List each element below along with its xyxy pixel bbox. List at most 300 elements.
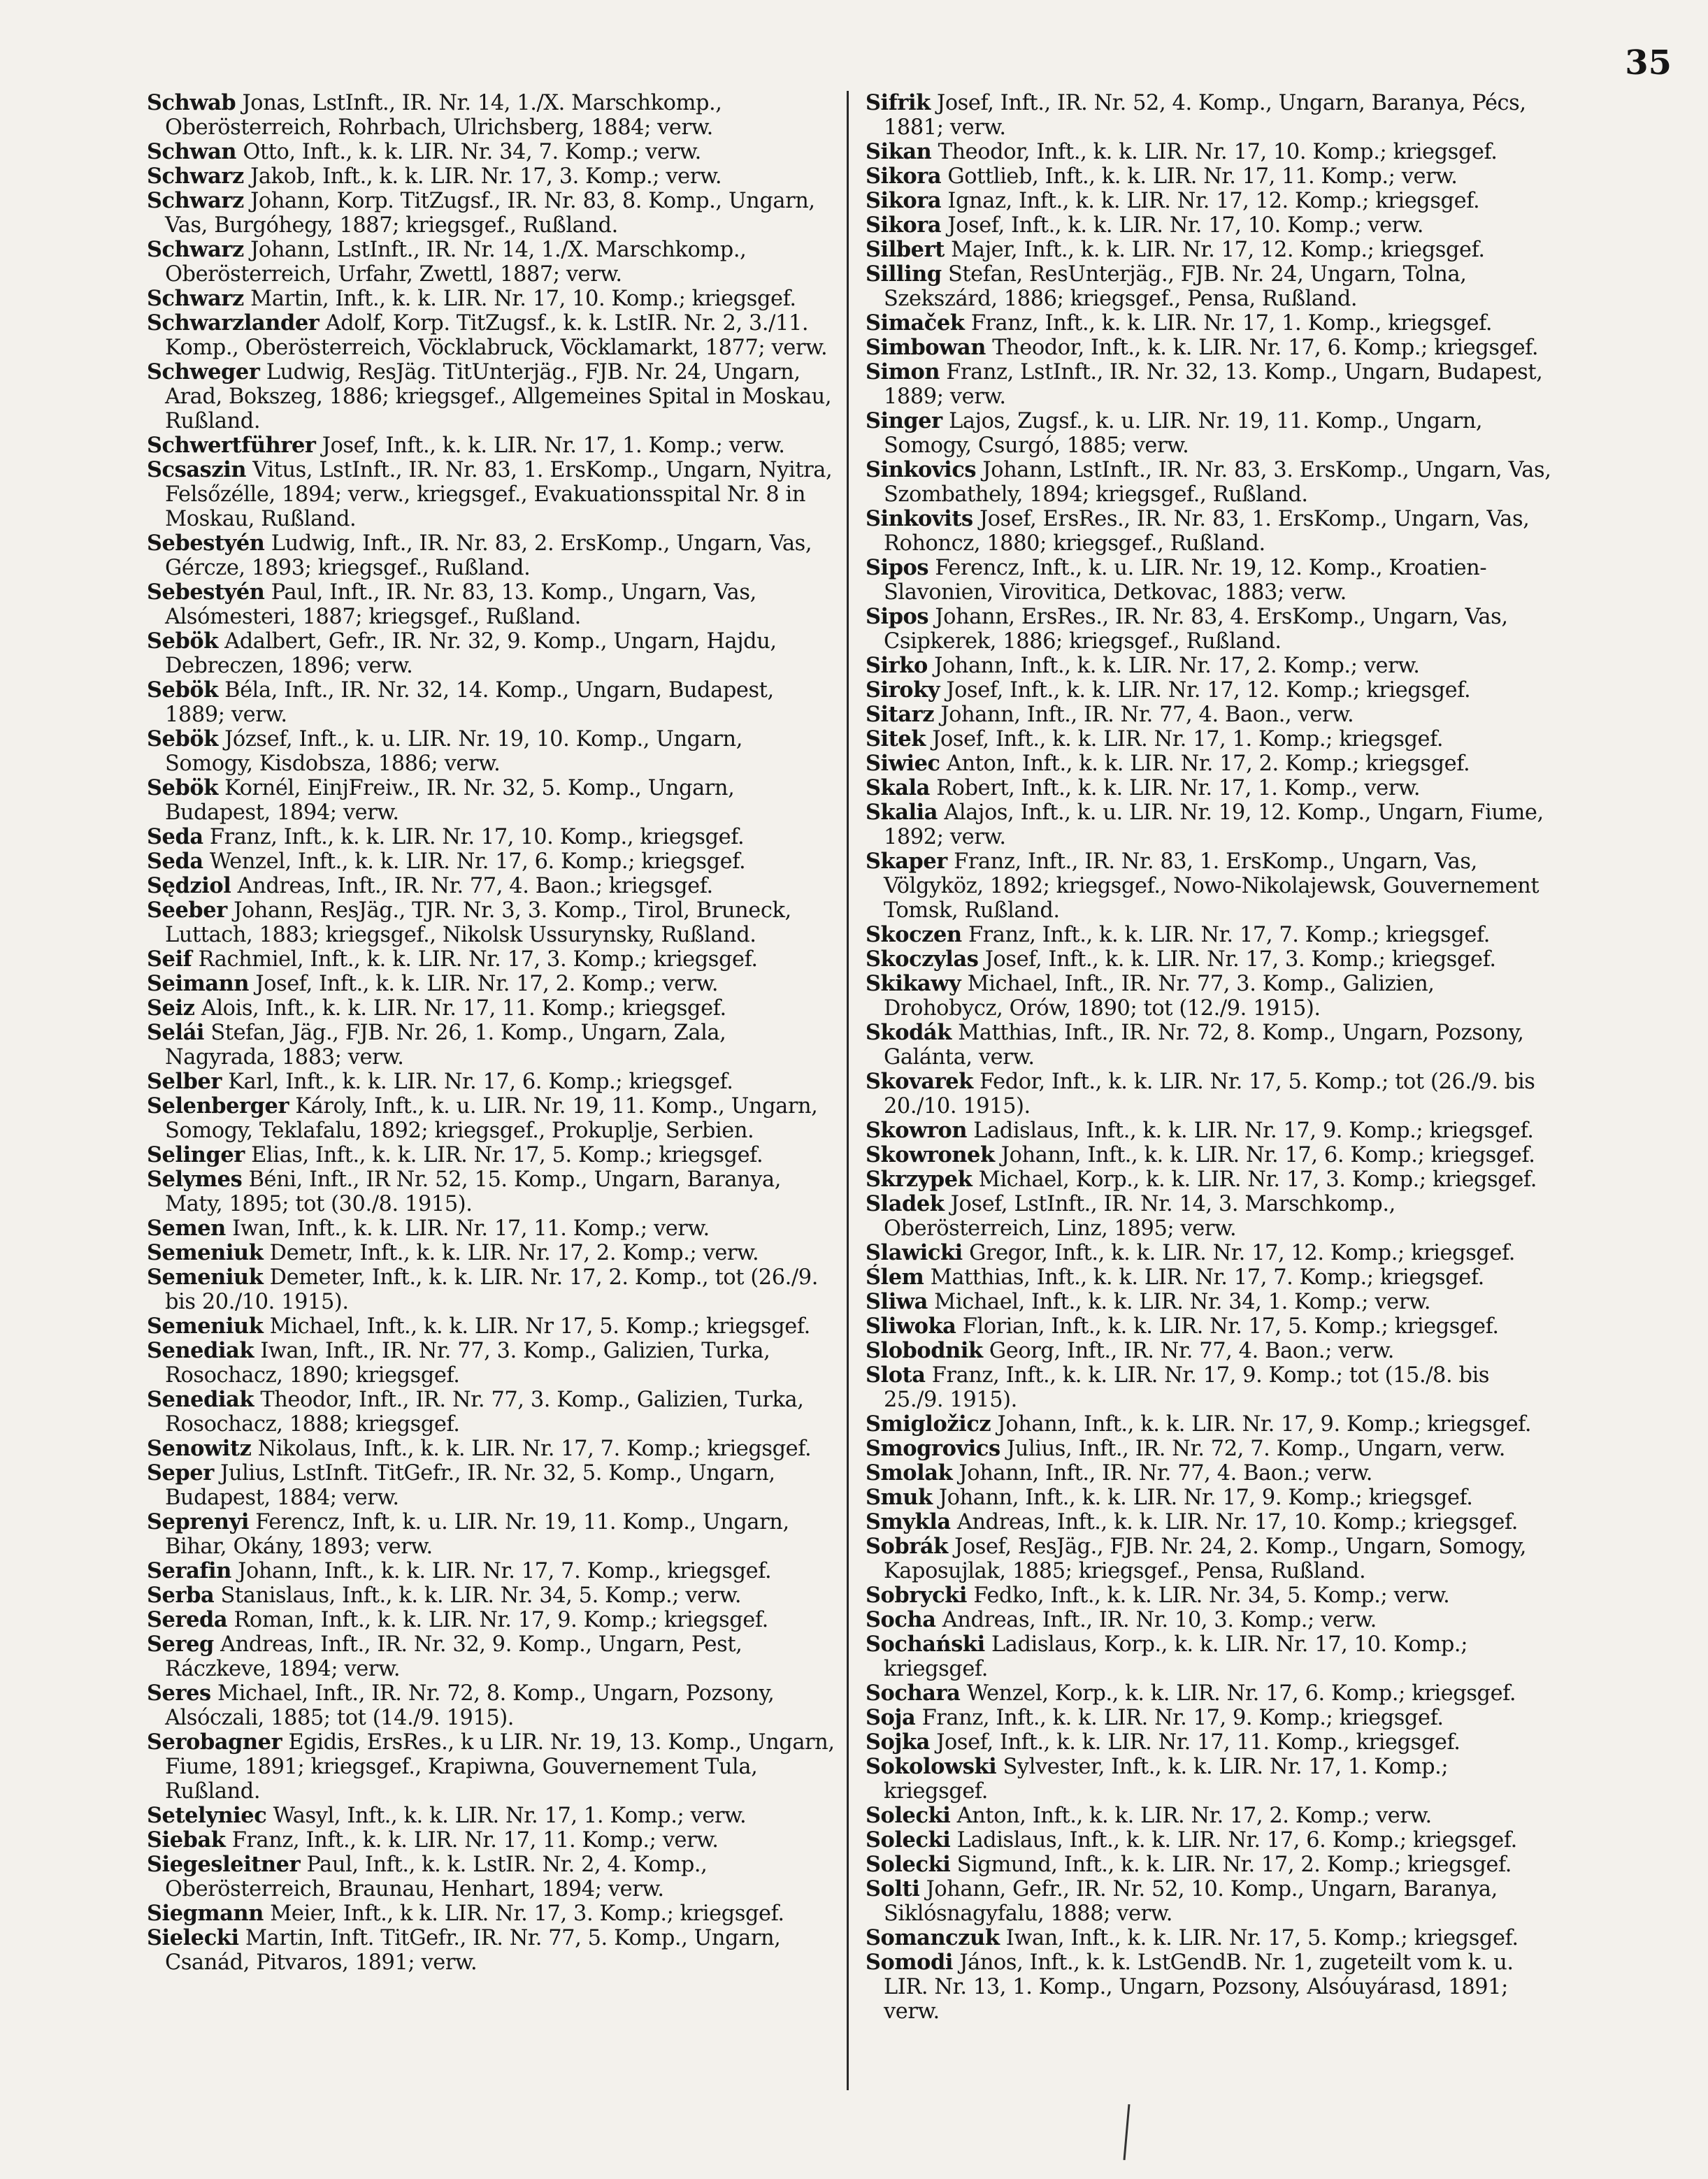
entry-surname: Sebök — [147, 628, 218, 654]
entry-details: Lajos, Zugsf., k. u. LIR. Nr. 19, 11. Komp., Ungarn, Somogy, Csurgó, 1885; verw. — [884, 409, 1483, 458]
register-entry — [866, 189, 1554, 213]
entry-details: Kornél, EinjFreiw., IR. Nr. 32, 5. Komp., Ungarn, Budapest, 1894; verw. — [165, 776, 735, 825]
register-entry — [147, 874, 835, 898]
entry-surname: Slobodnik — [866, 1338, 983, 1363]
register-entry — [866, 507, 1554, 556]
entry-surname: Smolak — [866, 1460, 953, 1486]
entry-surname: Schwarz — [147, 237, 244, 262]
entry-surname: Simaček — [866, 310, 965, 336]
entry-surname: Selái — [147, 1020, 205, 1045]
entry-surname: Sochański — [866, 1632, 985, 1657]
entry-surname: Solecki — [866, 1827, 951, 1853]
column-divider — [847, 91, 849, 2090]
entry-details: Karl, Inft., k. k. LIR. Nr. 17, 6. Komp.; kriegsgef. — [228, 1070, 733, 1094]
register-entry — [866, 1534, 1554, 1583]
entry-surname: Sebök — [147, 677, 218, 703]
register-entry — [866, 1339, 1554, 1363]
entry-details: Ferencz, Inft, k. u. LIR. Nr. 19, 11. Komp., Ungarn, Bihar, Okány, 1893; verw. — [165, 1510, 789, 1559]
entry-surname: Sebestyén — [147, 531, 265, 556]
register-entry — [147, 849, 835, 874]
entry-details: Michael, Inft., IR. Nr. 77, 3. Komp., Galizien, Drohobycz, Orów, 1890; tot (12./9. 1915). — [884, 972, 1435, 1021]
entry-surname: Ślem — [866, 1265, 924, 1290]
register-entry — [147, 1901, 835, 1926]
entry-details: Roman, Inft., k. k. LIR. Nr. 17, 9. Komp.; kriegsgef. — [234, 1608, 768, 1632]
register-entry — [866, 91, 1554, 140]
register-entry — [147, 1241, 835, 1265]
entry-details: Josef, Inft., k. k. LIR. Nr. 17, 10. Komp.; verw. — [947, 213, 1424, 238]
register-entry — [147, 972, 835, 996]
register-entry — [147, 1632, 835, 1681]
entry-details: Egidis, ErsRes., k u LIR. Nr. 19, 13. Komp., Ungarn, Fiume, 1891; kriegsgef., Krapiwna, Gouvernement Tula, Rußland. — [165, 1730, 835, 1804]
entry-surname: Seper — [147, 1460, 214, 1486]
register-entry — [866, 213, 1554, 238]
entry-surname: Sipos — [866, 604, 929, 629]
entry-surname: Singer — [866, 408, 942, 433]
entry-details: Josef, ResJäg., FJB. Nr. 24, 2. Komp., Ungarn, Somogy, Kaposujlak, 1885; kriegsgef., Pensa, Rußland. — [884, 1534, 1527, 1583]
entry-details: Sigmund, Inft., k. k. LIR. Nr. 17, 2. Komp.; kriegsgef. — [956, 1853, 1512, 1877]
entry-details: Michael, Inft., k. k. LIR. Nr. 34, 1. Komp.; verw. — [934, 1290, 1431, 1314]
register-entry — [866, 1021, 1554, 1070]
register-entry — [866, 556, 1554, 605]
register-entry — [866, 1314, 1554, 1339]
entry-surname: Seda — [147, 824, 203, 849]
register-entry — [147, 776, 835, 825]
entry-surname: Sinkovits — [866, 506, 973, 531]
register-entry — [866, 458, 1554, 507]
entry-details: Stanislaus, Inft., k. k. LIR. Nr. 34, 5. Komp.; verw. — [220, 1583, 742, 1608]
entry-details: Matthias, Inft., k. k. LIR. Nr. 17, 7. Komp.; kriegsgef. — [930, 1265, 1484, 1290]
entry-details: Josef, Inft., IR. Nr. 52, 4. Komp., Ungarn, Baranya, Pécs, 1881; verw. — [884, 91, 1526, 140]
register-entry — [147, 91, 835, 140]
register-entry — [866, 1241, 1554, 1265]
entry-details: József, Inft., k. u. LIR. Nr. 19, 10. Komp., Ungarn, Somogy, Kisdobsza, 1886; verw. — [165, 727, 742, 776]
entry-surname: Socha — [866, 1607, 936, 1632]
register-entry — [147, 164, 835, 189]
entry-surname: Sikora — [866, 164, 942, 189]
register-entry — [147, 311, 835, 360]
entry-details: Ladislaus, Inft., k. k. LIR. Nr. 17, 6. Komp.; kriegsgef. — [956, 1828, 1517, 1853]
register-entry — [866, 1755, 1554, 1804]
entry-surname: Semen — [147, 1216, 226, 1241]
entry-surname: Selber — [147, 1069, 222, 1094]
entry-surname: Solti — [866, 1876, 920, 1901]
entry-surname: Skowron — [866, 1118, 968, 1143]
register-entry — [866, 947, 1554, 972]
entry-details: Fedor, Inft., k. k. LIR. Nr. 17, 5. Komp.; tot (26./9. bis 20./10. 1915). — [884, 1070, 1535, 1119]
entry-surname: Sobrák — [866, 1534, 948, 1559]
register-entry — [147, 458, 835, 531]
entry-details: Jakob, Inft., k. k. LIR. Nr. 17, 3. Komp.; verw. — [250, 164, 722, 189]
entry-details: Paul, Inft., IR. Nr. 83, 13. Komp., Ungarn, Vas, Alsómesteri, 1887; kriegsgef., Rußland. — [165, 580, 756, 629]
entry-details: Johann, Gefr., IR. Nr. 52, 10. Komp., Ungarn, Baranya, Siklósnagyfalu, 1888; verw. — [884, 1877, 1498, 1926]
entry-surname: Sitarz — [866, 702, 935, 727]
register-entry — [147, 1339, 835, 1388]
register-entry — [147, 1926, 835, 1975]
entry-details: Sylvester, Inft., k. k. LIR. Nr. 17, 1. Komp.; kriegsgef. — [884, 1755, 1449, 1804]
register-entry — [147, 1559, 835, 1583]
entry-details: Johann, ResJäg., TJR. Nr. 3, 3. Komp., Tirol, Bruneck, Luttach, 1883; kriegsgef., Nikolsk Ussurynsky, Rußland. — [165, 898, 791, 947]
entry-surname: Skoczylas — [866, 947, 979, 972]
register-entry — [147, 1461, 835, 1510]
register-entry — [866, 1412, 1554, 1437]
register-entry — [866, 972, 1554, 1021]
register-entry — [147, 1167, 835, 1216]
entry-surname: Semeniuk — [147, 1265, 264, 1290]
register-entry — [866, 751, 1554, 776]
entry-details: Franz, Inft., k. k. LIR. Nr. 17, 9. Komp.; kriegsgef. — [921, 1706, 1444, 1730]
entry-surname: Skala — [866, 775, 930, 800]
entry-details: Theodor, Inft., k. k. LIR. Nr. 17, 6. Komp.; kriegsgef. — [992, 336, 1539, 360]
entry-details: Andreas, Inft., k. k. LIR. Nr. 17, 10. Komp.; kriegsgef. — [956, 1510, 1518, 1534]
entry-surname: Setelyniec — [147, 1803, 267, 1828]
entry-surname: Sojka — [866, 1729, 930, 1755]
register-entry — [147, 1265, 835, 1314]
register-entry — [147, 1681, 835, 1730]
entry-details: Josef, Inft., k. k. LIR. Nr. 17, 3. Komp.; kriegsgef. — [984, 947, 1496, 972]
entry-details: Wenzel, Korp., k. k. LIR. Nr. 17, 6. Komp.; kriegsgef. — [966, 1681, 1516, 1706]
register-entry — [147, 1021, 835, 1070]
entry-details: János, Inft., k. k. LstGendB. Nr. 1, zugeteilt vom k. u. LIR. Nr. 13, 1. Komp., Ungarn, Pozsony, Alsóuyárasd, 1891; verw. — [884, 1950, 1514, 2024]
entry-surname: Skikawy — [866, 971, 961, 996]
entry-surname: Seimann — [147, 971, 250, 996]
entry-details: Ludwig, ResJäg. TitUnterjäg., FJB. Nr. 24, Ungarn, Arad, Bokszeg, 1886; kriegsgef., Allgemeines Spital in Moskau, Rußland. — [165, 360, 832, 433]
entry-surname: Senediak — [147, 1387, 254, 1412]
left-column — [147, 91, 835, 1975]
register-entry — [866, 336, 1554, 360]
register-entry — [866, 1486, 1554, 1510]
entry-details: Franz, Inft., IR. Nr. 83, 1. ErsKomp., Ungarn, Vas, Völgyköz, 1892; kriegsgef., Nowo-Nikolajewsk, Gouvernement Tomsk, Rußland. — [884, 849, 1540, 923]
entry-details: Ignaz, Inft., k. k. LIR. Nr. 17, 12. Komp.; kriegsgef. — [947, 189, 1480, 213]
entry-surname: Seda — [147, 849, 203, 874]
register-entry — [147, 1388, 835, 1437]
entry-details: Andreas, Inft., IR. Nr. 10, 3. Komp.; verw. — [942, 1608, 1377, 1632]
entry-details: Károly, Inft., k. u. LIR. Nr. 19, 11. Komp., Ungarn, Somogy, Teklafalu, 1892; kriegsgef., Prokuplje, Serbien. — [165, 1094, 818, 1143]
register-entry — [866, 727, 1554, 751]
entry-surname: Seeber — [147, 898, 227, 923]
register-entry — [866, 1461, 1554, 1486]
entry-details: Ludwig, Inft., IR. Nr. 83, 2. ErsKomp., Ungarn, Vas, Gércze, 1893; kriegsgef., Rußland. — [165, 531, 812, 580]
entry-surname: Sladek — [866, 1191, 945, 1216]
entry-details: Theodor, Inft., IR. Nr. 77, 3. Komp., Galizien, Turka, Rosochacz, 1888; kriegsgef. — [165, 1388, 804, 1437]
register-entry — [147, 1216, 835, 1241]
entry-details: Johann, Inft., k. k. LIR. Nr. 17, 7. Komp., kriegsgef. — [238, 1559, 772, 1583]
entry-surname: Sebök — [147, 726, 218, 751]
entry-details: Johann, Inft., k. k. LIR. Nr. 17, 9. Komp.; kriegsgef. — [938, 1486, 1473, 1510]
register-entry — [147, 287, 835, 311]
entry-details: Stefan, ResUnterjäg., FJB. Nr. 24, Ungarn, Tolna, Szekszárd, 1886; kriegsgef., Pensa, Rußland. — [884, 262, 1467, 311]
entry-details: Franz, Inft., k. k. LIR. Nr. 17, 11. Komp.; verw. — [231, 1828, 719, 1853]
entry-surname: Serba — [147, 1583, 215, 1608]
register-entry — [866, 776, 1554, 800]
entry-surname: Sliwa — [866, 1289, 928, 1314]
entry-surname: Sereda — [147, 1607, 228, 1632]
entry-surname: Schwertführer — [147, 433, 316, 458]
entry-details: Robert, Inft., k. k. LIR. Nr. 17, 1. Komp., verw. — [936, 776, 1421, 800]
register-entry — [866, 1290, 1554, 1314]
register-entry — [147, 629, 835, 678]
entry-details: Josef, Inft., k. k. LIR. Nr. 17, 12. Komp.; kriegsgef. — [946, 678, 1471, 703]
entry-surname: Schwarz — [147, 164, 244, 189]
entry-surname: Seprenyi — [147, 1509, 249, 1534]
entry-surname: Smykla — [866, 1509, 951, 1534]
register-entry — [866, 1853, 1554, 1877]
register-entry — [866, 1632, 1554, 1681]
register-entry — [147, 1510, 835, 1559]
entry-surname: Silbert — [866, 237, 945, 262]
entry-surname: Somanczuk — [866, 1925, 1000, 1950]
page-number: 35 — [1625, 43, 1672, 82]
entry-details: Béni, Inft., IR Nr. 52, 15. Komp., Ungarn, Baranya, Maty, 1895; tot (30./8. 1915). — [165, 1167, 781, 1216]
entry-details: Iwan, Inft., k. k. LIR. Nr. 17, 11. Komp.; verw. — [232, 1216, 710, 1241]
entry-details: Paul, Inft., k. k. LstIR. Nr. 2, 4. Komp., Oberösterreich, Braunau, Henhart, 1894; verw. — [165, 1853, 708, 1901]
entry-surname: Silling — [866, 261, 942, 287]
entry-surname: Sliwoka — [866, 1314, 956, 1339]
register-entry — [866, 849, 1554, 923]
register-entry — [147, 189, 835, 238]
entry-surname: Somodi — [866, 1950, 954, 1975]
register-entry — [866, 703, 1554, 727]
entry-details: Martin, Inft. TitGefr., IR. Nr. 77, 5. Komp., Ungarn, Csanád, Pitvaros, 1891; verw. — [165, 1926, 781, 1975]
register-entry — [866, 1950, 1554, 2024]
entry-surname: Serobagner — [147, 1729, 282, 1755]
register-entry — [866, 164, 1554, 189]
entry-details: Josef, Inft., k. k. LIR. Nr. 17, 1. Komp.; verw. — [322, 433, 785, 458]
entry-details: Johann, LstInft., IR. Nr. 14, 1./X. Marschkomp., Oberösterreich, Urfahr, Zwettl, 1887; verw. — [165, 238, 747, 287]
register-entry — [866, 1681, 1554, 1706]
entry-surname: Schwab — [147, 90, 236, 115]
register-entry — [866, 1583, 1554, 1608]
entry-details: Meier, Inft., k k. LIR. Nr. 17, 3. Komp.; kriegsgef. — [270, 1901, 784, 1926]
register-entry — [866, 409, 1554, 458]
register-entry — [866, 238, 1554, 262]
entry-details: Julius, LstInft. TitGefr., IR. Nr. 32, 5. Komp., Ungarn, Budapest, 1884; verw. — [165, 1461, 775, 1510]
entry-surname: Sielecki — [147, 1925, 239, 1950]
entry-details: Johann, Inft., k. k. LIR. Nr. 17, 2. Komp.; verw. — [934, 654, 1420, 678]
entry-surname: Sifrik — [866, 90, 931, 115]
entry-surname: Sitek — [866, 726, 926, 751]
entry-surname: Skovarek — [866, 1069, 973, 1094]
register-entry — [866, 800, 1554, 849]
register-entry — [147, 1828, 835, 1853]
entry-details: Elias, Inft., k. k. LIR. Nr. 17, 5. Komp.; kriegsgef. — [251, 1143, 763, 1167]
entry-surname: Senowitz — [147, 1436, 252, 1461]
register-entry — [866, 1119, 1554, 1143]
register-entry — [147, 238, 835, 287]
entry-surname: Schwarz — [147, 286, 244, 311]
entry-surname: Seiz — [147, 995, 195, 1021]
entry-surname: Schwarz — [147, 188, 244, 213]
entry-surname: Siegesleitner — [147, 1852, 301, 1877]
register-entry — [147, 1314, 835, 1339]
register-entry — [147, 531, 835, 580]
entry-details: Johann, ErsRes., IR. Nr. 83, 4. ErsKomp., Ungarn, Vas, Csipkerek, 1886; kriegsgef., Rußland. — [884, 605, 1508, 654]
entry-details: Anton, Inft., k. k. LIR. Nr. 17, 2. Komp.; verw. — [956, 1804, 1432, 1828]
entry-details: Fedko, Inft., k. k. LIR. Nr. 34, 5. Komp.; verw. — [973, 1583, 1450, 1608]
register-entry — [147, 1437, 835, 1461]
register-entry — [147, 140, 835, 164]
entry-details: Franz, LstInft., IR. Nr. 32, 13. Komp., Ungarn, Budapest, 1889; verw. — [884, 360, 1543, 409]
entry-details: Matthias, Inft., IR. Nr. 72, 8. Komp., Ungarn, Pozsony, Galánta, verw. — [884, 1021, 1524, 1070]
register-entry — [866, 140, 1554, 164]
entry-surname: Sikan — [866, 139, 932, 164]
register-entry — [147, 1853, 835, 1901]
pen-mark — [1124, 2104, 1131, 2160]
entry-surname: Schweger — [147, 359, 260, 384]
entry-surname: Sokolowski — [866, 1754, 997, 1779]
register-entry — [147, 947, 835, 972]
entry-surname: Solecki — [866, 1852, 951, 1877]
entry-surname: Siebak — [147, 1827, 226, 1853]
register-entry — [866, 1363, 1554, 1412]
entry-details: Rachmiel, Inft., k. k. LIR. Nr. 17, 3. Komp.; kriegsgef. — [198, 947, 758, 972]
entry-details: Ferencz, Inft., k. u. LIR. Nr. 19, 12. Komp., Kroatien-Slavonien, Virovitica, Detkovac, 1883; verw. — [884, 556, 1487, 605]
entry-details: Johann, Korp. TitZugsf., IR. Nr. 83, 8. Komp., Ungarn, Vas, Burgóhegy, 1887; kriegsgef., Rußland. — [165, 189, 815, 238]
entry-surname: Sebök — [147, 775, 218, 800]
register-entry — [147, 1143, 835, 1167]
entry-details: Julius, Inft., IR. Nr. 72, 7. Komp., Ungarn, verw. — [1007, 1437, 1506, 1461]
entry-details: Michael, Inft., k. k. LIR. Nr 17, 5. Komp.; kriegsgef. — [269, 1314, 810, 1339]
entry-surname: Senediak — [147, 1338, 254, 1363]
entry-surname: Skowronek — [866, 1142, 995, 1167]
register-entry — [147, 678, 835, 727]
right-column — [866, 91, 1554, 2024]
entry-surname: Sinkovics — [866, 457, 977, 482]
entry-surname: Solecki — [866, 1803, 951, 1828]
register-entry — [147, 898, 835, 947]
entry-details: Jonas, LstInft., IR. Nr. 14, 1./X. Marschkomp., Oberösterreich, Rohrbach, Ulrichsberg, 1884; verw. — [165, 91, 722, 140]
entry-details: Ladislaus, Korp., k. k. LIR. Nr. 17, 10. Komp.; kriegsgef. — [884, 1632, 1468, 1681]
entry-details: Anton, Inft., k. k. LIR. Nr. 17, 2. Komp.; kriegsgef. — [946, 751, 1470, 776]
entry-surname: Schwan — [147, 139, 237, 164]
register-entry — [147, 1730, 835, 1804]
entry-details: Josef, LstInft., IR. Nr. 14, 3. Marschkomp., Oberösterreich, Linz, 1895; verw. — [884, 1192, 1395, 1241]
entry-details: Michael, Korp., k. k. LIR. Nr. 17, 3. Komp.; kriegsgef. — [978, 1167, 1537, 1192]
entry-surname: Serafin — [147, 1558, 231, 1583]
entry-details: Andreas, Inft., IR. Nr. 32, 9. Komp., Ungarn, Pest, Ráczkeve, 1894; verw. — [165, 1632, 742, 1681]
entry-surname: Sebestyén — [147, 580, 265, 605]
entry-details: Josef, Inft., k. k. LIR. Nr. 17, 2. Komp.; verw. — [255, 972, 719, 996]
entry-details: Alajos, Inft., k. u. LIR. Nr. 19, 12. Komp., Ungarn, Fiume, 1892; verw. — [884, 800, 1544, 849]
entry-surname: Simon — [866, 359, 940, 384]
register-entry — [866, 605, 1554, 654]
entry-details: Stefan, Jäg., FJB. Nr. 26, 1. Komp., Ungarn, Zala, Nagyrada, 1883; verw. — [165, 1021, 726, 1070]
entry-surname: Soja — [866, 1705, 916, 1730]
entry-surname: Smigložicz — [866, 1411, 991, 1437]
entry-surname: Selinger — [147, 1142, 245, 1167]
entry-surname: Sirko — [866, 653, 928, 678]
entry-surname: Schwarzlander — [147, 310, 320, 336]
entry-details: Franz, Inft., k. k. LIR. Nr. 17, 7. Komp.; kriegsgef. — [968, 923, 1490, 947]
register-entry — [147, 727, 835, 776]
entry-surname: Slawicki — [866, 1240, 963, 1265]
register-entry — [147, 1094, 835, 1143]
entry-details: Florian, Inft., k. k. LIR. Nr. 17, 5. Komp.; kriegsgef. — [962, 1314, 1499, 1339]
entry-details: Theodor, Inft., k. k. LIR. Nr. 17, 10. Komp.; kriegsgef. — [938, 140, 1498, 164]
register-entry — [866, 1143, 1554, 1167]
register-entry — [147, 1070, 835, 1094]
entry-details: Demetr, Inft., k. k. LIR. Nr. 17, 2. Komp.; verw. — [269, 1241, 759, 1265]
entry-details: Michael, Inft., IR. Nr. 72, 8. Komp., Ungarn, Pozsony, Alsóczali, 1885; tot (14./9. 1915). — [165, 1681, 775, 1730]
entry-details: Josef, ErsRes., IR. Nr. 83, 1. ErsKomp., Ungarn, Vas, Rohoncz, 1880; kriegsgef., Rußland. — [884, 507, 1530, 556]
entry-details: Andreas, Inft., IR. Nr. 77, 4. Baon.; kriegsgef. — [237, 874, 713, 898]
register-entry — [147, 580, 835, 629]
entry-surname: Siroky — [866, 677, 940, 703]
entry-surname: Slota — [866, 1362, 926, 1388]
register-entry — [147, 825, 835, 849]
entry-surname: Smuk — [866, 1485, 933, 1510]
entry-details: Adalbert, Gefr., IR. Nr. 32, 9. Komp., Ungarn, Hajdu, Debreczen, 1896; verw. — [165, 629, 777, 678]
entry-details: Johann, Inft., k. k. LIR. Nr. 17, 9. Komp.; kriegsgef. — [997, 1412, 1532, 1437]
entry-surname: Skrzypek — [866, 1167, 973, 1192]
register-entry — [147, 433, 835, 458]
entry-surname: Skoczen — [866, 922, 962, 947]
entry-details: Franz, Inft., k. k. LIR. Nr. 17, 10. Komp., kriegsgef. — [209, 825, 745, 849]
entry-surname: Skodák — [866, 1020, 952, 1045]
entry-surname: Sochara — [866, 1681, 961, 1706]
entry-details: Franz, Inft., k. k. LIR. Nr. 17, 9. Komp.; tot (15./8. bis 25./9. 1915). — [884, 1363, 1490, 1412]
entry-surname: Semeniuk — [147, 1314, 264, 1339]
entry-details: Adolf, Korp. TitZugsf., k. k. LstIR. Nr. 2, 3./11. Komp., Oberösterreich, Vöcklabruck, Vöcklamarkt, 1877; verw. — [165, 311, 828, 360]
entry-details: Johann, Inft., k. k. LIR. Nr. 17, 6. Komp.; kriegsgef. — [1000, 1143, 1535, 1167]
register-entry — [866, 1730, 1554, 1755]
entry-surname: Simbowan — [866, 335, 986, 360]
entry-surname: Siegmann — [147, 1901, 264, 1926]
entry-details: Johann, LstInft., IR. Nr. 83, 3. ErsKomp., Ungarn, Vas, Szombathely, 1894; kriegsgef., Rußland. — [884, 458, 1551, 507]
entry-details: Iwan, Inft., k. k. LIR. Nr. 17, 5. Komp.; kriegsgef. — [1005, 1926, 1519, 1950]
entry-details: Majer, Inft., k. k. LIR. Nr. 17, 12. Komp.; kriegsgef. — [951, 238, 1485, 262]
register-entry — [866, 1706, 1554, 1730]
register-entry — [147, 360, 835, 433]
register-entry — [147, 996, 835, 1021]
entry-surname: Sikora — [866, 213, 942, 238]
register-entry — [866, 923, 1554, 947]
register-entry — [866, 360, 1554, 409]
register-entry — [866, 654, 1554, 678]
entry-surname: Selenberger — [147, 1093, 289, 1119]
entry-details: Johann, Inft., IR. Nr. 77, 4. Baon.; verw. — [959, 1461, 1372, 1486]
register-entry — [866, 1608, 1554, 1632]
register-entry — [866, 1070, 1554, 1119]
entry-surname: Seif — [147, 947, 192, 972]
entry-surname: Sikora — [866, 188, 942, 213]
register-entry — [866, 1167, 1554, 1192]
entry-details: Otto, Inft., k. k. LIR. Nr. 34, 7. Komp.; verw. — [243, 140, 701, 164]
entry-details: Franz, Inft., k. k. LIR. Nr. 17, 1. Komp., kriegsgef. — [970, 311, 1493, 336]
register-entry — [866, 1510, 1554, 1534]
entry-surname: Sobrycki — [866, 1583, 968, 1608]
entry-surname: Seres — [147, 1681, 211, 1706]
entry-details: Gregor, Inft., k. k. LIR. Nr. 17, 12. Komp.; kriegsgef. — [969, 1241, 1516, 1265]
entry-surname: Selymes — [147, 1167, 243, 1192]
entry-surname: Scsaszin — [147, 457, 247, 482]
entry-surname: Skalia — [866, 800, 938, 825]
entry-details: Wasyl, Inft., k. k. LIR. Nr. 17, 1. Komp.; verw. — [273, 1804, 747, 1828]
register-entry — [147, 1608, 835, 1632]
entry-surname: Sędziol — [147, 873, 231, 898]
entry-surname: Semeniuk — [147, 1240, 264, 1265]
register-entry — [866, 678, 1554, 703]
entry-details: Martin, Inft., k. k. LIR. Nr. 17, 10. Komp.; kriegsgef. — [250, 287, 796, 311]
register-entry — [866, 1828, 1554, 1853]
register-entry — [866, 311, 1554, 336]
entry-details: Josef, Inft., k. k. LIR. Nr. 17, 1. Komp.; kriegsgef. — [932, 727, 1444, 751]
entry-details: Johann, Inft., IR. Nr. 77, 4. Baon., verw. — [940, 703, 1354, 727]
entry-details: Georg, Inft., IR. Nr. 77, 4. Baon.; verw. — [989, 1339, 1394, 1363]
entry-surname: Smogrovics — [866, 1436, 1000, 1461]
register-entry — [866, 1804, 1554, 1828]
entry-details: Wenzel, Inft., k. k. LIR. Nr. 17, 6. Komp.; kriegsgef. — [209, 849, 746, 874]
register-entry — [866, 1877, 1554, 1926]
